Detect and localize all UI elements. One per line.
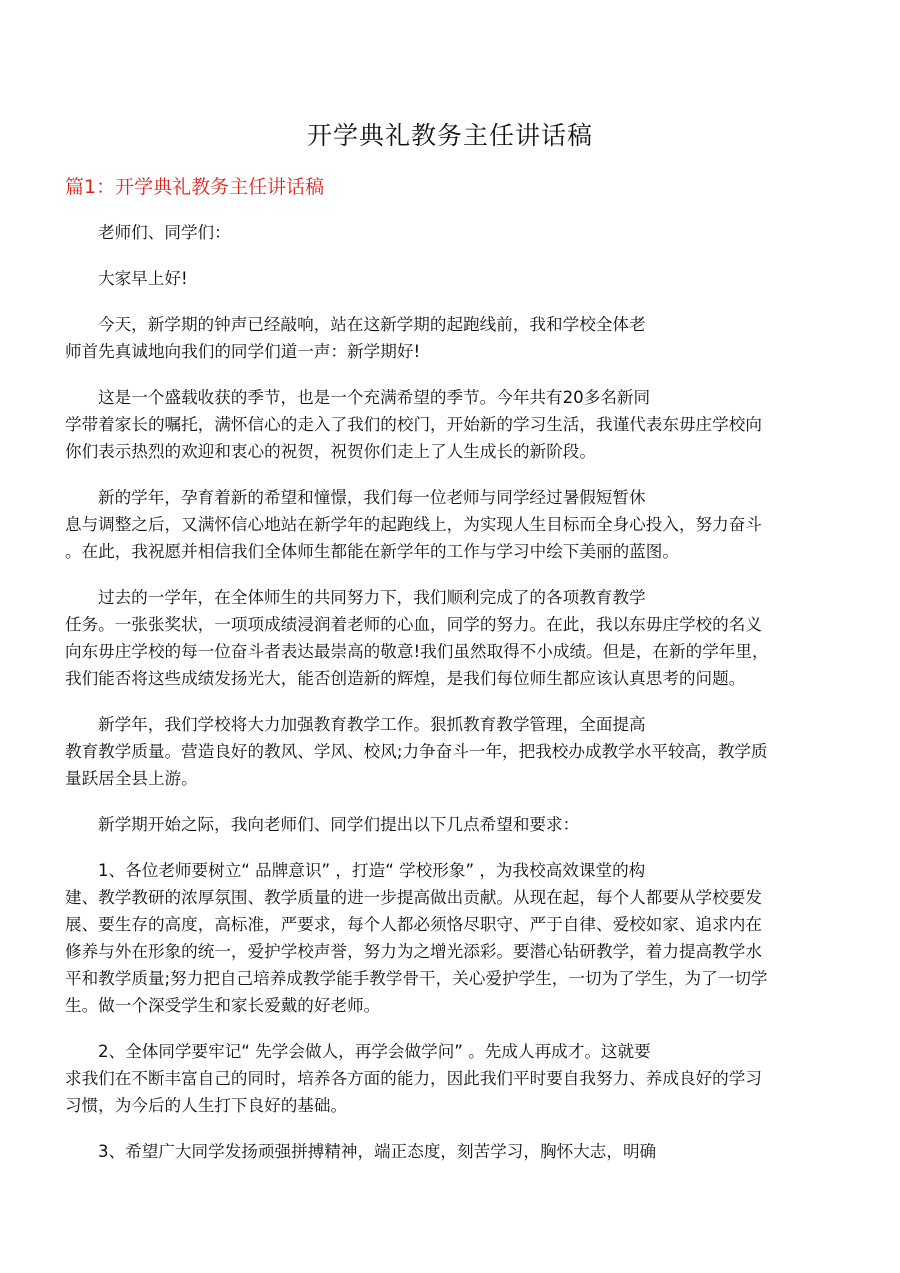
text-line: 老师们、同学们： [98, 223, 231, 242]
text-line: 过去的一学年，在全体师生的共同努力下，我们顺利完成了的各项教育教学 [98, 588, 646, 607]
paragraph [65, 219, 835, 246]
paragraph [65, 311, 835, 365]
text-line: 任务。一张张奖状，一项项成绩浸润着老师的心血，同学的努力。在此，我以东毋庄学校的名义 [65, 615, 762, 634]
text-line: 向东毋庄学校的每一位奋斗者表达最崇高的敬意!我们虽然取得不小成绩。但是，在新的学年里， [65, 642, 769, 661]
text-line: 新的学年，孕育着新的希望和憧憬，我们每一位老师与同学经过暑假短暂休 [98, 488, 646, 507]
text-line: 新学期开始之际，我向老师们、同学们提出以下几点希望和要求： [98, 815, 580, 834]
text-line: 。在此，我祝愿并相信我们全体师生都能在新学年的工作与学习中绘下美丽的蓝图。 [65, 542, 679, 561]
text-line: 我们能否将这些成绩发扬光大，能否创造新的辉煌，是我们每位师生都应该认真思考的问题。 [65, 669, 746, 688]
document-title: 开学典礼教务主任讲话稿 [306, 121, 593, 150]
text-line: 息与调整之后，又满怀信心地站在新学年的起跑线上，为实现人生目标而全身心投入，努力奋斗 [65, 515, 762, 534]
text-line: 2、全体同学要牢记“ 先学会做人，再学会做学问” 。先成人再成才。这就要 [98, 1042, 651, 1061]
text-line: 3、希望广大同学发扬顽强拼搏精神，端正态度，刻苦学习，胸怀大志，明确 [98, 1142, 657, 1161]
paragraph [65, 484, 835, 565]
paragraph [65, 811, 835, 838]
text-line: 今天，新学期的钟声已经敲响，站在这新学期的起跑线前，我和学校全体老 [98, 315, 646, 334]
document-body [65, 219, 835, 1184]
text-line: 1、各位老师要树立“ 品牌意识” ，打造“ 学校形象” ，为我校高效课堂的构 [98, 861, 646, 880]
text-line: 大家早上好! [98, 269, 188, 288]
paragraph [65, 857, 835, 1019]
paragraph [65, 384, 835, 465]
paragraph [65, 584, 835, 692]
section-heading: 篇1：开学典礼教务主任讲话稿 [65, 176, 325, 198]
text-line: 生。做一个深受学生和家长爱戴的好老师。 [65, 996, 381, 1015]
paragraph [65, 711, 835, 792]
text-line: 展、要生存的高度，高标准，严要求，每个人都必须恪尽职守、严于自律、爱校如家、追求内在 [65, 915, 762, 934]
text-line: 新学年，我们学校将大力加强教育教学工作。狠抓教育教学管理，全面提高 [98, 715, 646, 734]
text-line: 平和教学质量;努力把自己培养成教学能手教学骨干，关心爱护学生，一切为了学生，为了一切学 [65, 969, 768, 988]
paragraph [65, 265, 835, 292]
text-line: 求我们在不断丰富自己的同时，培养各方面的能力，因此我们平时要自我努力、养成良好的学习 [65, 1069, 762, 1088]
text-line: 教育教学质量。营造良好的教风、学风、校风;力争奋斗一年，把我校办成教学水平较高，教学质 [65, 742, 768, 761]
text-line: 习惯，为今后的人生打下良好的基础。 [65, 1096, 348, 1115]
text-line: 修养与外在形象的统一，爱护学校声誉，努力为之增光添彩。要潜心钻研教学，着力提高教学水 [65, 942, 762, 961]
text-line: 学带着家长的嘱托，满怀信心的走入了我们的校门，开始新的学习生活，我谨代表东毋庄学校向 [65, 415, 762, 434]
text-line: 师首先真诚地向我们的同学们道一声：新学期好! [65, 342, 421, 361]
text-line: 量跃居全县上游。 [65, 769, 198, 788]
paragraph [65, 1038, 835, 1119]
text-line: 你们表示热烈的欢迎和衷心的祝贺，祝贺你们走上了人生成长的新阶段。 [65, 442, 596, 461]
paragraph [65, 1138, 835, 1165]
text-line: 这是一个盛载收获的季节，也是一个充满希望的季节。今年共有20多名新同 [98, 388, 651, 407]
text-line: 建、教学教研的浓厚氛围、教学质量的进一步提高做出贡献。从现在起，每个人都要从学校要发 [65, 888, 762, 907]
